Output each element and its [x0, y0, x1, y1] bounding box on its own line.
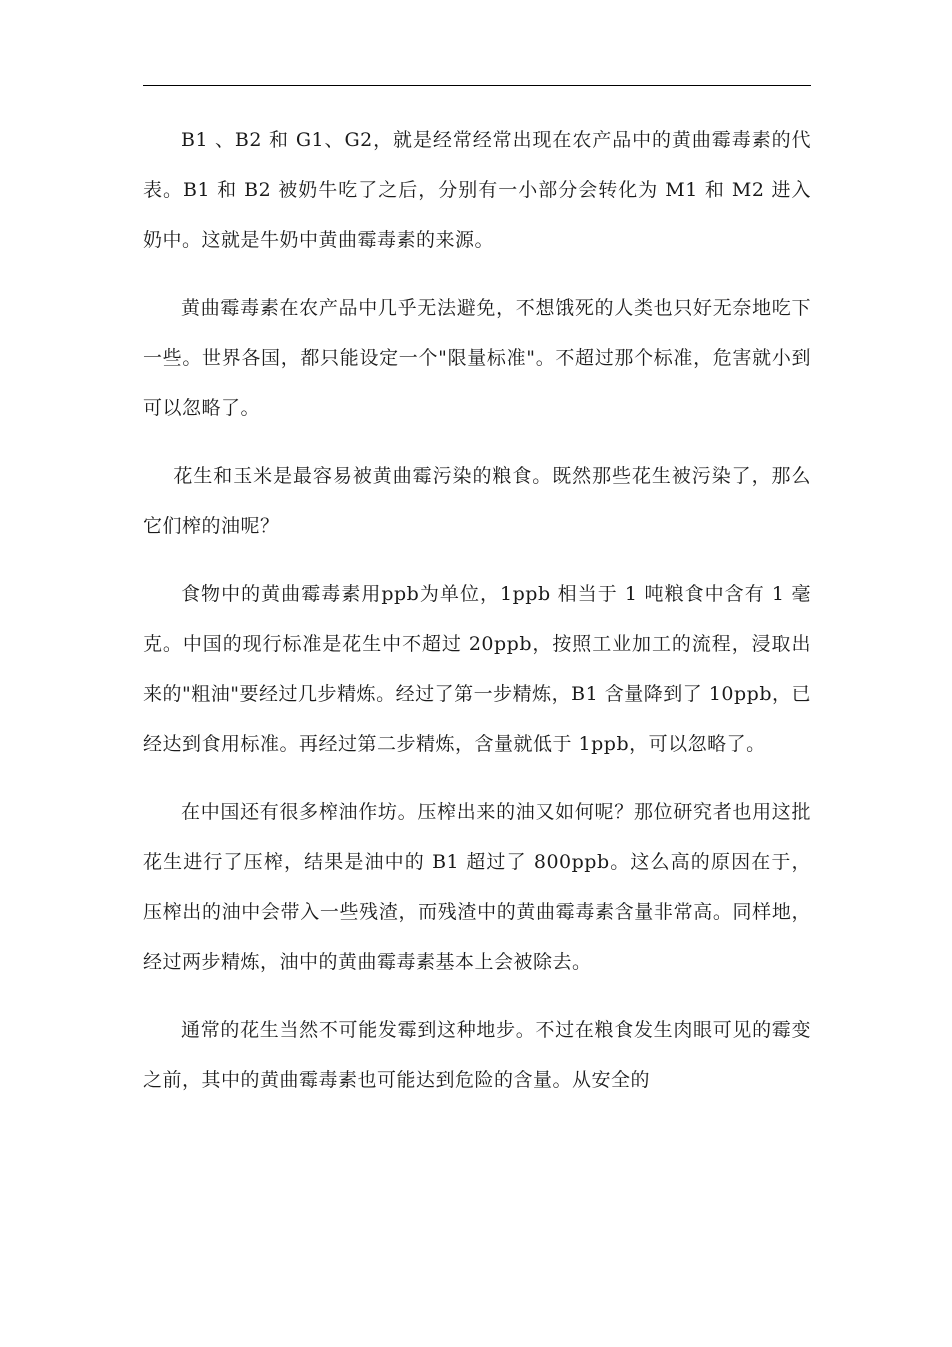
paragraph: 在中国还有很多榨油作坊。压榨出来的油又如何呢？那位研究者也用这批花生进行了压榨，结果是油中的 B1 超过了 800ppb。这么高的原因在于，压榨出的油中会带入一些残渣，而残渣中的黄曲霉毒素含量非常高。同样地，经过两步精炼，油中的黄曲霉毒素基本上会被除去。	[143, 801, 811, 973]
paragraph: 食物中的黄曲霉毒素用ppb为单位，1ppb 相当于 1 吨粮食中含有 1 毫克。中国的现行标准是花生中不超过 20ppb，按照工业加工的流程，浸取出来的"粗油"要经过几步精炼。经过了第一步精炼，B1 含量降到了 10ppb，已经达到食用标准。再经过第二步精炼，含量就低于 1ppb，可以忽略了。	[143, 583, 811, 755]
header-rule	[143, 85, 811, 86]
paragraph: 通常的花生当然不可能发霉到这种地步。不过在粮食发生肉眼可见的霉变之前，其中的黄曲霉毒素也可能达到危险的含量。从安全的	[143, 1019, 811, 1091]
document-body	[143, 115, 811, 1123]
paragraph: 花生和玉米是最容易被黄曲霉污染的粮食。既然那些花生被污染了，那么它们榨的油呢？	[143, 465, 811, 537]
paragraph: B1 、B2 和 G1、G2，就是经常经常出现在农产品中的黄曲霉毒素的代表。B1 和 B2 被奶牛吃了之后，分别有一小部分会转化为 M1 和 M2 进入奶中。这就是牛奶中黄曲霉毒素的来源。	[143, 129, 811, 251]
paragraph: 黄曲霉毒素在农产品中几乎无法避免，不想饿死的人类也只好无奈地吃下一些。世界各国，都只能设定一个"限量标准"。不超过那个标准，危害就小到可以忽略了。	[143, 297, 811, 419]
